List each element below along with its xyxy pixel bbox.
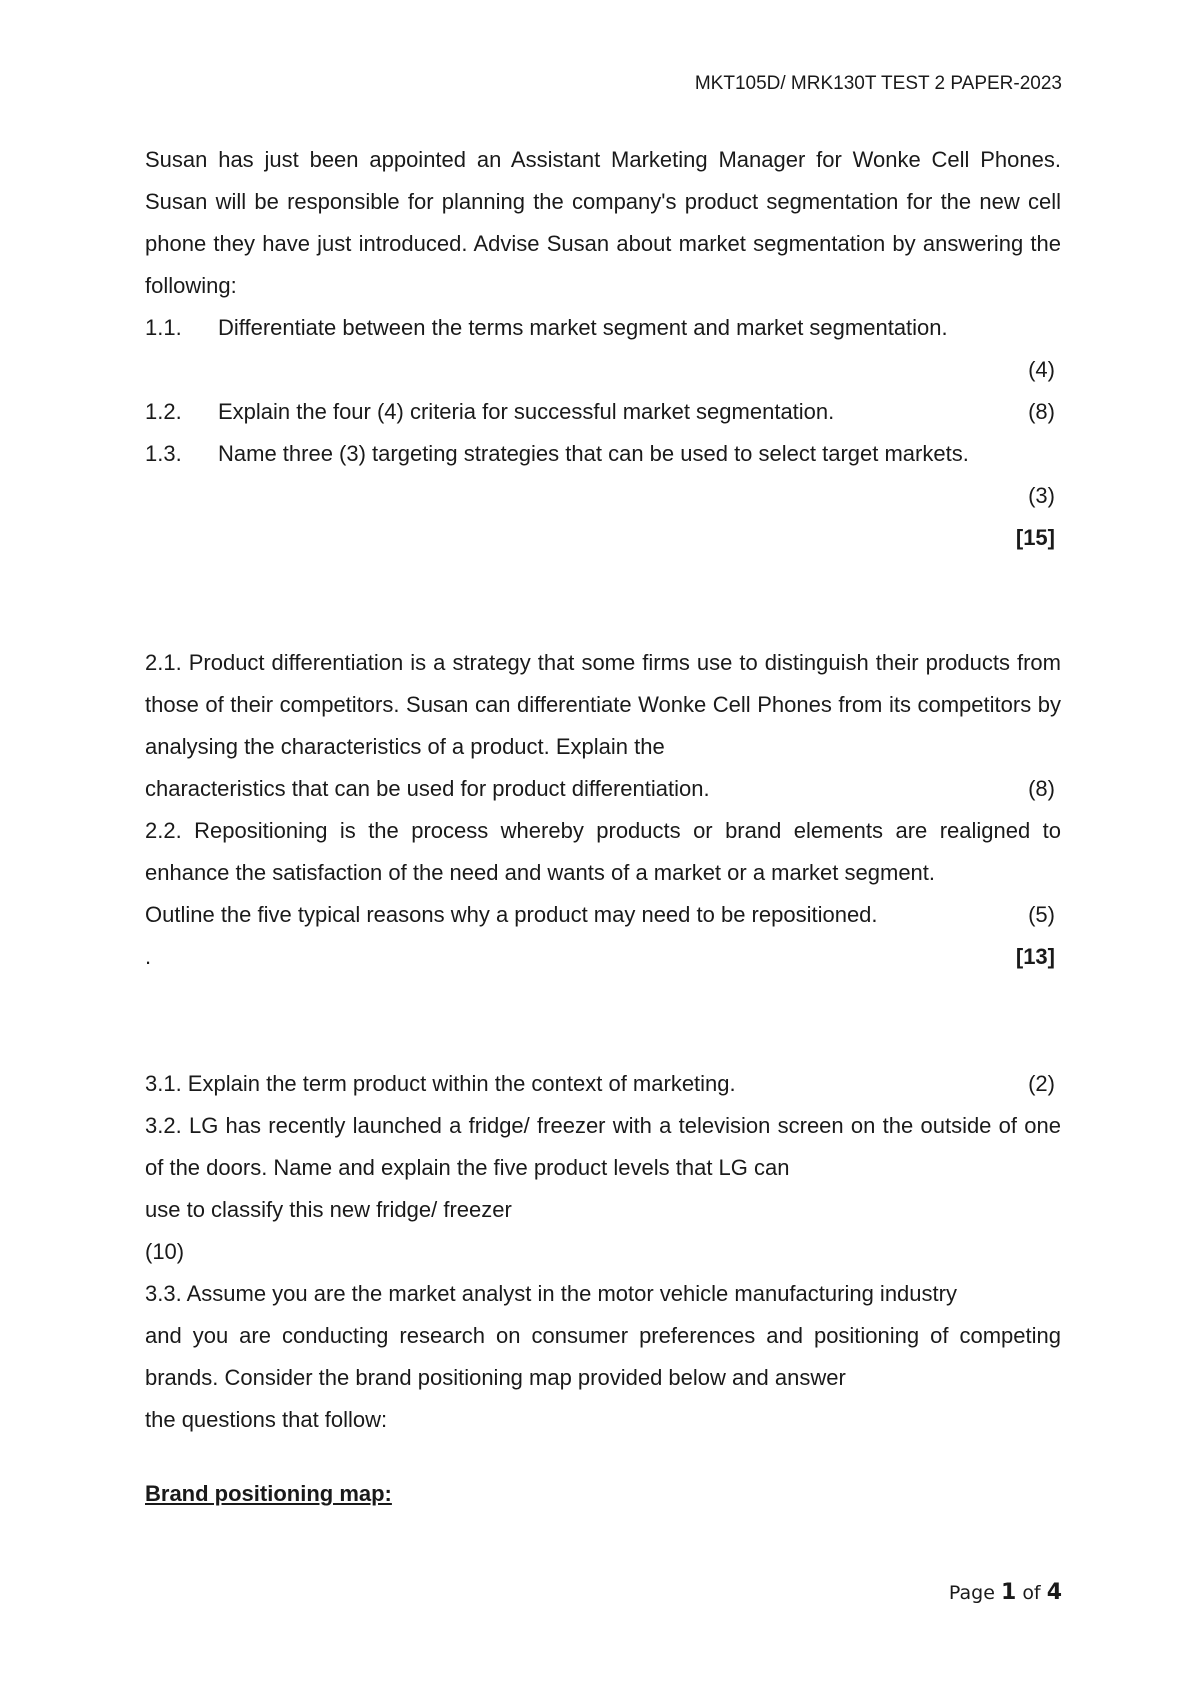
question-mark-value: (3) [1028, 483, 1055, 508]
question-3-3-last-line [145, 1399, 1061, 1441]
question-2-2-last-line [145, 894, 1061, 936]
question-text: Differentiate between the terms market segment and market segmentation. [218, 315, 948, 340]
section-1 [145, 139, 1061, 559]
section-total: [13] [1015, 944, 1055, 969]
question-text: Outline the five typical reasons why a product may need to be repositioned. [145, 902, 878, 927]
question-3-1 [145, 1063, 1061, 1105]
question-1-3-mark-line [145, 475, 1061, 517]
question-mark-value: (8) [1028, 399, 1055, 424]
page-number: 1 [1000, 1580, 1017, 1605]
question-mark-value: (4) [1028, 357, 1055, 382]
section-1-total-line [145, 517, 1061, 559]
question-text: Name three (3) targeting strategies that can be used to select target markets. [218, 441, 969, 466]
question-1-3 [145, 433, 1061, 475]
page-word: Page [948, 1582, 995, 1604]
question-3-3-text: and you are conducting research on consumer preferences and positioning of competing brands. Consider the brand positioning map provided below and answer [145, 1323, 1061, 1390]
question-mark-value: (2) [1028, 1071, 1055, 1096]
question-text: the questions that follow: [145, 1407, 388, 1432]
question-3-2-mark-line [145, 1231, 1061, 1273]
brand-positioning-heading: Brand positioning map: [145, 1481, 392, 1506]
page-header: MKT105D/ MRK130T TEST 2 PAPER-2023 [694, 73, 1062, 94]
question-number: 1.1. [145, 315, 182, 340]
question-3-2-last-line [145, 1189, 1061, 1231]
section-1-intro: Susan has just been appointed an Assistant Marketing Manager for Wonke Cell Phones. Susan will be responsible for planning the company's product segmentation for the new cell phone they have just introduced. Advise Susan about market segmentation by answering the following: [145, 147, 1061, 298]
question-3-2-text: 3.2. LG has recently launched a fridge/ freezer with a television screen on the outside of one of the doors. Name and explain the five product levels that LG can [145, 1113, 1061, 1180]
section-3 [145, 1063, 1061, 1441]
question-mark-value: (10) [145, 1239, 185, 1264]
question-1-1 [145, 307, 1061, 349]
section-total: [15] [1015, 525, 1055, 550]
page-total: 4 [1046, 1580, 1062, 1605]
question-number: 1.2. [145, 399, 182, 424]
question-1-2 [145, 391, 1061, 433]
question-1-1-mark-line [145, 349, 1061, 391]
question-text: 3.1. Explain the term product within the context of marketing. [145, 1071, 736, 1096]
question-2-1-text: 2.1. Product differentiation is a strategy that some firms use to distinguish their products from those of their competitors. Susan can differentiate Wonke Cell Phones from its competitors by analysing the characteristics of a product. Explain the [145, 650, 1061, 759]
question-3-3-first-line [145, 1273, 1061, 1315]
section-2 [145, 642, 1061, 978]
stray-dot: . [145, 944, 152, 969]
question-mark-value: (8) [1028, 776, 1055, 801]
of-word: of [1022, 1582, 1041, 1604]
page-footer [949, 1580, 1062, 1605]
question-text: characteristics that can be used for product differentiation. [145, 776, 710, 801]
question-mark-value: (5) [1028, 902, 1055, 927]
question-text: use to classify this new fridge/ freezer [145, 1197, 512, 1222]
question-text: Explain the four (4) criteria for successful market segmentation. [218, 399, 835, 424]
question-2-2-text: 2.2. Repositioning is the process whereby products or brand elements are realigned to enhance the satisfaction of the need and wants of a market or a market segment. [145, 818, 1061, 885]
question-text: 3.3. Assume you are the market analyst in the motor vehicle manufacturing industry [145, 1281, 957, 1306]
question-number: 1.3. [145, 441, 182, 466]
section-2-total-line [145, 936, 1061, 978]
question-2-1-last-line [145, 768, 1061, 810]
